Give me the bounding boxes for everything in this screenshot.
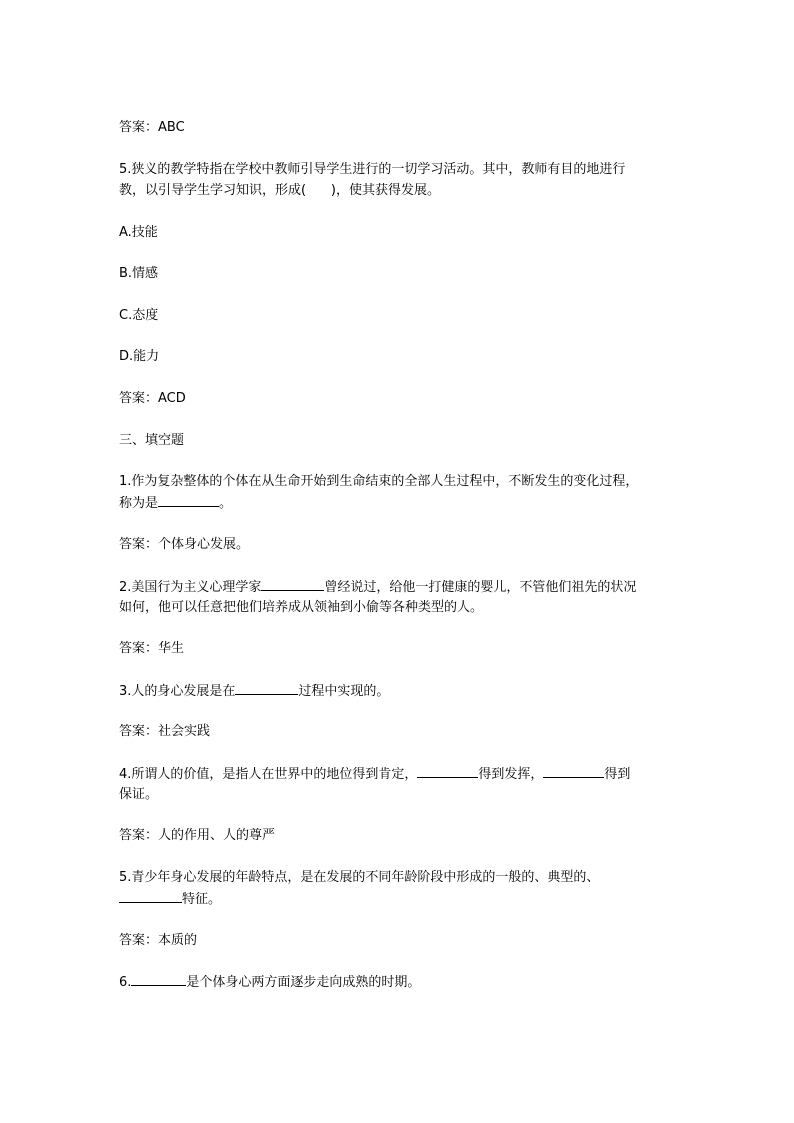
option-c: C.态度 — [119, 308, 159, 323]
text-segment: 是个体身心两方面逐步走向成熟的时期。 — [186, 975, 421, 990]
fill-blank — [543, 763, 604, 778]
fill-blank — [261, 576, 324, 591]
fill-blank — [235, 680, 298, 695]
fill-question-4-answer: 答案：人的作用、人的尊严 — [119, 828, 276, 843]
fill-question-6 — [119, 971, 420, 993]
fill-blank — [131, 971, 186, 986]
question-5-line-1: 5.狭义的教学特指在学校中教师引导学生进行的一切学习活动。其中，教师有目的地进行 — [119, 162, 626, 177]
previous-answer: 答案：ABC — [119, 120, 185, 135]
question-5-answer: 答案：ACD — [119, 391, 186, 406]
text-segment: 曾经说过，给他一打健康的婴儿，不管他们祖先的状况 — [324, 580, 637, 595]
option-a: A.技能 — [119, 225, 158, 240]
fill-question-2-answer: 答案：华生 — [119, 641, 185, 656]
text-segment: 得到 — [604, 767, 631, 782]
text-segment: 过程中实现的。 — [298, 684, 390, 699]
fill-question-3-answer: 答案：社会实践 — [119, 724, 211, 739]
fill-question-2-line-2: 如何，他可以任意把他们培养成从领袖到小偷等各种类型的人。 — [119, 600, 484, 615]
text-segment: 。 — [219, 496, 233, 511]
text-segment: 3.人的身心发展是在 — [119, 684, 236, 699]
fill-question-5-answer: 答案：本质的 — [119, 933, 198, 948]
text-segment: 特征。 — [182, 892, 222, 907]
section-title: 三、填空题 — [119, 433, 185, 448]
fill-blank — [119, 888, 182, 903]
fill-blank — [417, 763, 478, 778]
text-segment: 6. — [119, 975, 132, 990]
fill-question-4-line-2: 保证。 — [119, 787, 159, 802]
text-segment: 2.美国行为主义心理学家 — [119, 580, 262, 595]
fill-question-4-line-1 — [119, 763, 630, 785]
option-b: B.情感 — [119, 266, 159, 281]
fill-blank — [158, 492, 219, 507]
fill-question-1-line-1: 1.作为复杂整体的个体在从生命开始到生命结束的全部人生过程中，不断发生的变化过程， — [119, 474, 639, 489]
text-segment: 4.所谓人的价值，是指人在世界中的地位得到肯定， — [119, 767, 418, 782]
fill-question-5-line-2 — [119, 888, 221, 910]
fill-question-1-answer: 答案：个体身心发展。 — [119, 537, 250, 552]
fill-question-5-line-1: 5.青少年身心发展的年龄特点，是在发展的不同年龄阶段中形成的一般的、典型的、 — [119, 870, 600, 885]
fill-question-3 — [119, 680, 389, 702]
question-5-line-2: 教，以引导学生学习知识，形成( )，使其获得发展。 — [119, 183, 440, 198]
fill-question-2-line-1 — [119, 576, 636, 598]
fill-question-1-line-2 — [119, 492, 232, 514]
option-d: D.能力 — [119, 349, 160, 364]
text-segment: 称为是 — [119, 496, 159, 511]
text-segment: 得到发挥， — [478, 767, 544, 782]
